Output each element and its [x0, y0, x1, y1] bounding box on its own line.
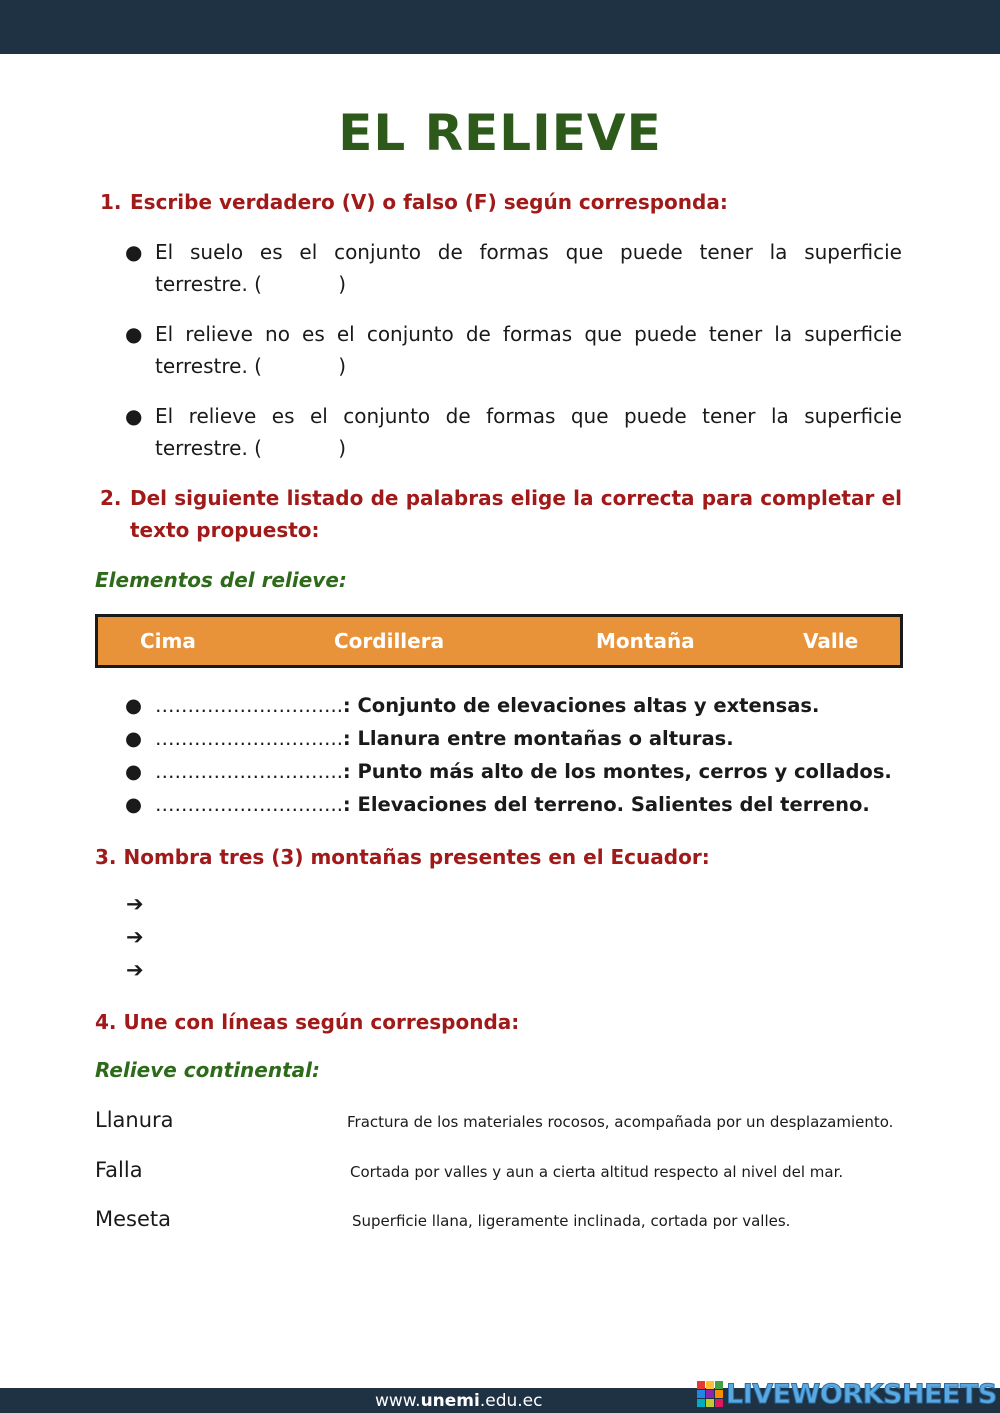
match-definition[interactable]: Superficie llana, ligeramente inclinada, cortada por valles. — [352, 1212, 791, 1230]
question-1-text: Escribe verdadero (V) o falso (F) según corresponda: — [130, 190, 728, 214]
bullet-icon: ● — [125, 727, 143, 750]
definition-text: : Elevaciones del terreno. Salientes del terreno. — [342, 793, 870, 816]
statement-line2[interactable]: terrestre. ( ) — [155, 436, 347, 460]
liveworksheets-brand: LIVEWORKSHEETS — [726, 1378, 997, 1410]
statement-line2[interactable]: terrestre. ( ) — [155, 354, 347, 378]
question-1 — [100, 186, 902, 218]
match-term-llanura[interactable]: Llanura — [95, 1108, 174, 1132]
subtitle-elements: Elementos del relieve: — [95, 568, 347, 592]
mountain-answer-list — [126, 888, 144, 987]
list-item — [125, 788, 892, 821]
subtitle-continental: Relieve continental: — [95, 1058, 321, 1082]
list-item — [125, 755, 892, 788]
question-1-number: 1. — [100, 190, 122, 214]
match-definition[interactable]: Fractura de los materiales rocosos, acompañada por un desplazamiento. — [347, 1113, 894, 1131]
definition-text: : Punto más alto de los montes, cerros y collados. — [342, 760, 892, 783]
word-montana: Montaña — [596, 629, 695, 653]
arrow-icon[interactable]: ➔ — [126, 892, 144, 916]
liveworksheets-icon — [697, 1381, 723, 1407]
true-false-list — [125, 236, 902, 464]
answer-blank[interactable]: ……………………….. — [155, 760, 343, 783]
definition-text: : Llanura entre montañas o alturas. — [342, 727, 734, 750]
answer-blank[interactable]: ……………………….. — [155, 793, 343, 816]
list-item — [125, 722, 892, 755]
arrow-icon[interactable]: ➔ — [126, 925, 144, 949]
statement-line1: El relieve no es el conjunto de formas que puede tener la superficie — [155, 322, 902, 346]
bullet-icon: ● — [125, 322, 143, 346]
word-cima: Cima — [140, 629, 196, 653]
list-item — [125, 318, 902, 382]
footer-url-domain: unemi — [420, 1391, 480, 1411]
footer-url-prefix: www. — [375, 1391, 421, 1411]
match-term-falla[interactable]: Falla — [95, 1158, 143, 1182]
bullet-icon: ● — [125, 793, 143, 816]
match-definition[interactable]: Cortada por valles y aun a cierta altitud respecto al nivel del mar. — [350, 1163, 844, 1181]
question-2-text: Del siguiente listado de palabras elige la correcta para completar el texto propuesto: — [130, 486, 902, 542]
list-item — [125, 236, 902, 300]
bullet-icon: ● — [125, 760, 143, 783]
page-title: EL RELIEVE — [338, 104, 662, 162]
bullet-icon: ● — [125, 240, 143, 264]
statement-line1: El relieve es el conjunto de formas que puede tener la superficie — [155, 404, 902, 428]
bullet-icon: ● — [125, 694, 143, 717]
statement-line2[interactable]: terrestre. ( ) — [155, 272, 347, 296]
list-item — [125, 400, 902, 464]
answer-blank[interactable]: ……………………….. — [155, 727, 343, 750]
statement-line1: El suelo es el conjunto de formas que puede tener la superficie — [155, 240, 902, 264]
question-2 — [100, 482, 902, 546]
footer-url-suffix: .edu.ec — [479, 1391, 543, 1411]
arrow-icon[interactable]: ➔ — [126, 958, 144, 982]
answer-blank[interactable]: ……………………….. — [155, 694, 343, 717]
word-valle: Valle — [803, 629, 859, 653]
top-banner — [0, 0, 1000, 54]
definition-text: : Conjunto de elevaciones altas y extensas. — [342, 694, 820, 717]
definition-list — [125, 689, 892, 821]
word-cordillera: Cordillera — [334, 629, 445, 653]
match-term-meseta[interactable]: Meseta — [95, 1207, 172, 1231]
word-bank — [95, 614, 903, 668]
liveworksheets-logo[interactable] — [697, 1379, 997, 1409]
question-2-number: 2. — [100, 486, 122, 510]
question-4: 4. Une con líneas según corresponda: — [95, 1010, 520, 1034]
list-item — [125, 689, 892, 722]
bullet-icon: ● — [125, 404, 143, 428]
question-3: 3. Nombra tres (3) montañas presentes en el Ecuador: — [95, 845, 710, 869]
footer-url[interactable] — [375, 1391, 542, 1411]
